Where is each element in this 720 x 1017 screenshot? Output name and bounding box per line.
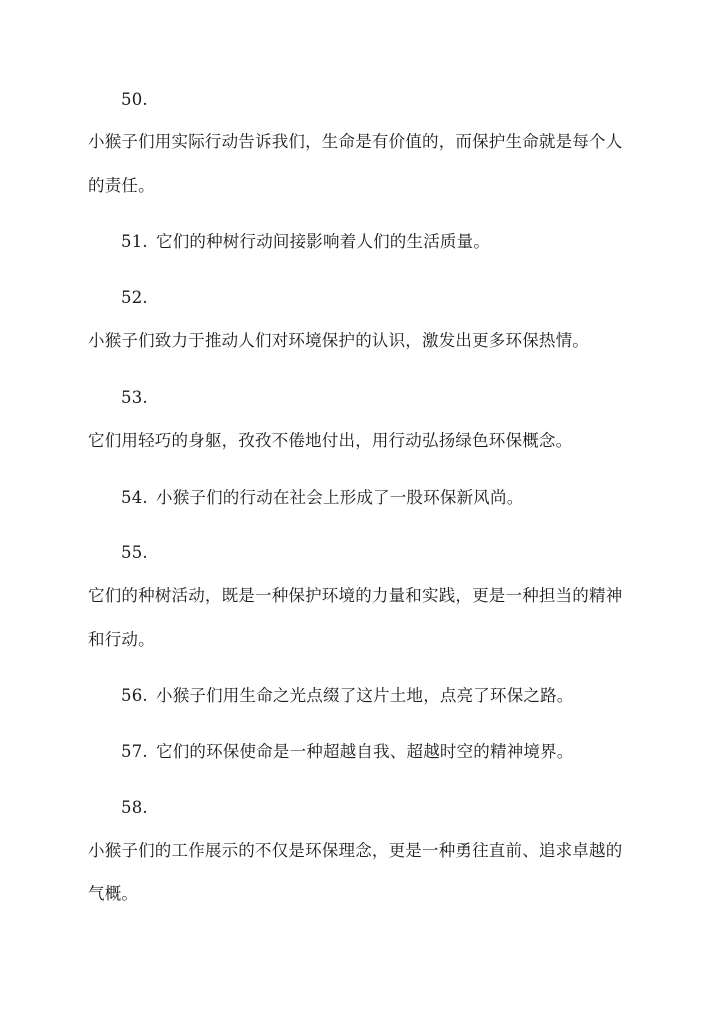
- item-text-line: 小猴子们用生命之光点缀了这片土地，点亮了环保之路。: [156, 686, 574, 705]
- item-text-line: 它们的种树行动间接影响着人们的生活质量。: [156, 232, 490, 251]
- item-text-line: 它们的种树活动，既是一种保护环境的力量和实践，更是一种担当的精神: [88, 586, 623, 605]
- item-text-line: 它们用轻巧的身躯，孜孜不倦地付出，用行动弘扬绿色环保概念。: [88, 431, 573, 450]
- item-number: 50.: [121, 90, 148, 109]
- item-number: 52.: [121, 288, 148, 307]
- item-number: 55.: [121, 543, 148, 562]
- item-number: 58.: [121, 798, 148, 817]
- item-number: 53.: [121, 388, 148, 407]
- item-text-line: 小猴子们的工作展示的不仅是环保理念，更是一种勇往直前、追求卓越的: [88, 841, 623, 860]
- item-number: 56.: [121, 686, 148, 705]
- item-text-line: 和行动。: [88, 630, 155, 649]
- item-text-line: 它们的环保使命是一种超越自我、超越时空的精神境界。: [156, 742, 574, 761]
- item-number: 51.: [121, 232, 148, 251]
- item-number: 57.: [121, 742, 148, 761]
- item-text-line: 小猴子们的行动在社会上形成了一股环保新风尚。: [156, 488, 524, 507]
- item-text-line: 小猴子们用实际行动告诉我们，生命是有价值的，而保护生命就是每个人: [88, 132, 623, 151]
- item-text-line: 小猴子们致力于推动人们对环境保护的认识，激发出更多环保热情。: [88, 331, 589, 350]
- item-text-line: 气概。: [88, 884, 139, 903]
- item-text-line: 的责任。: [88, 176, 155, 195]
- item-number: 54.: [121, 488, 148, 507]
